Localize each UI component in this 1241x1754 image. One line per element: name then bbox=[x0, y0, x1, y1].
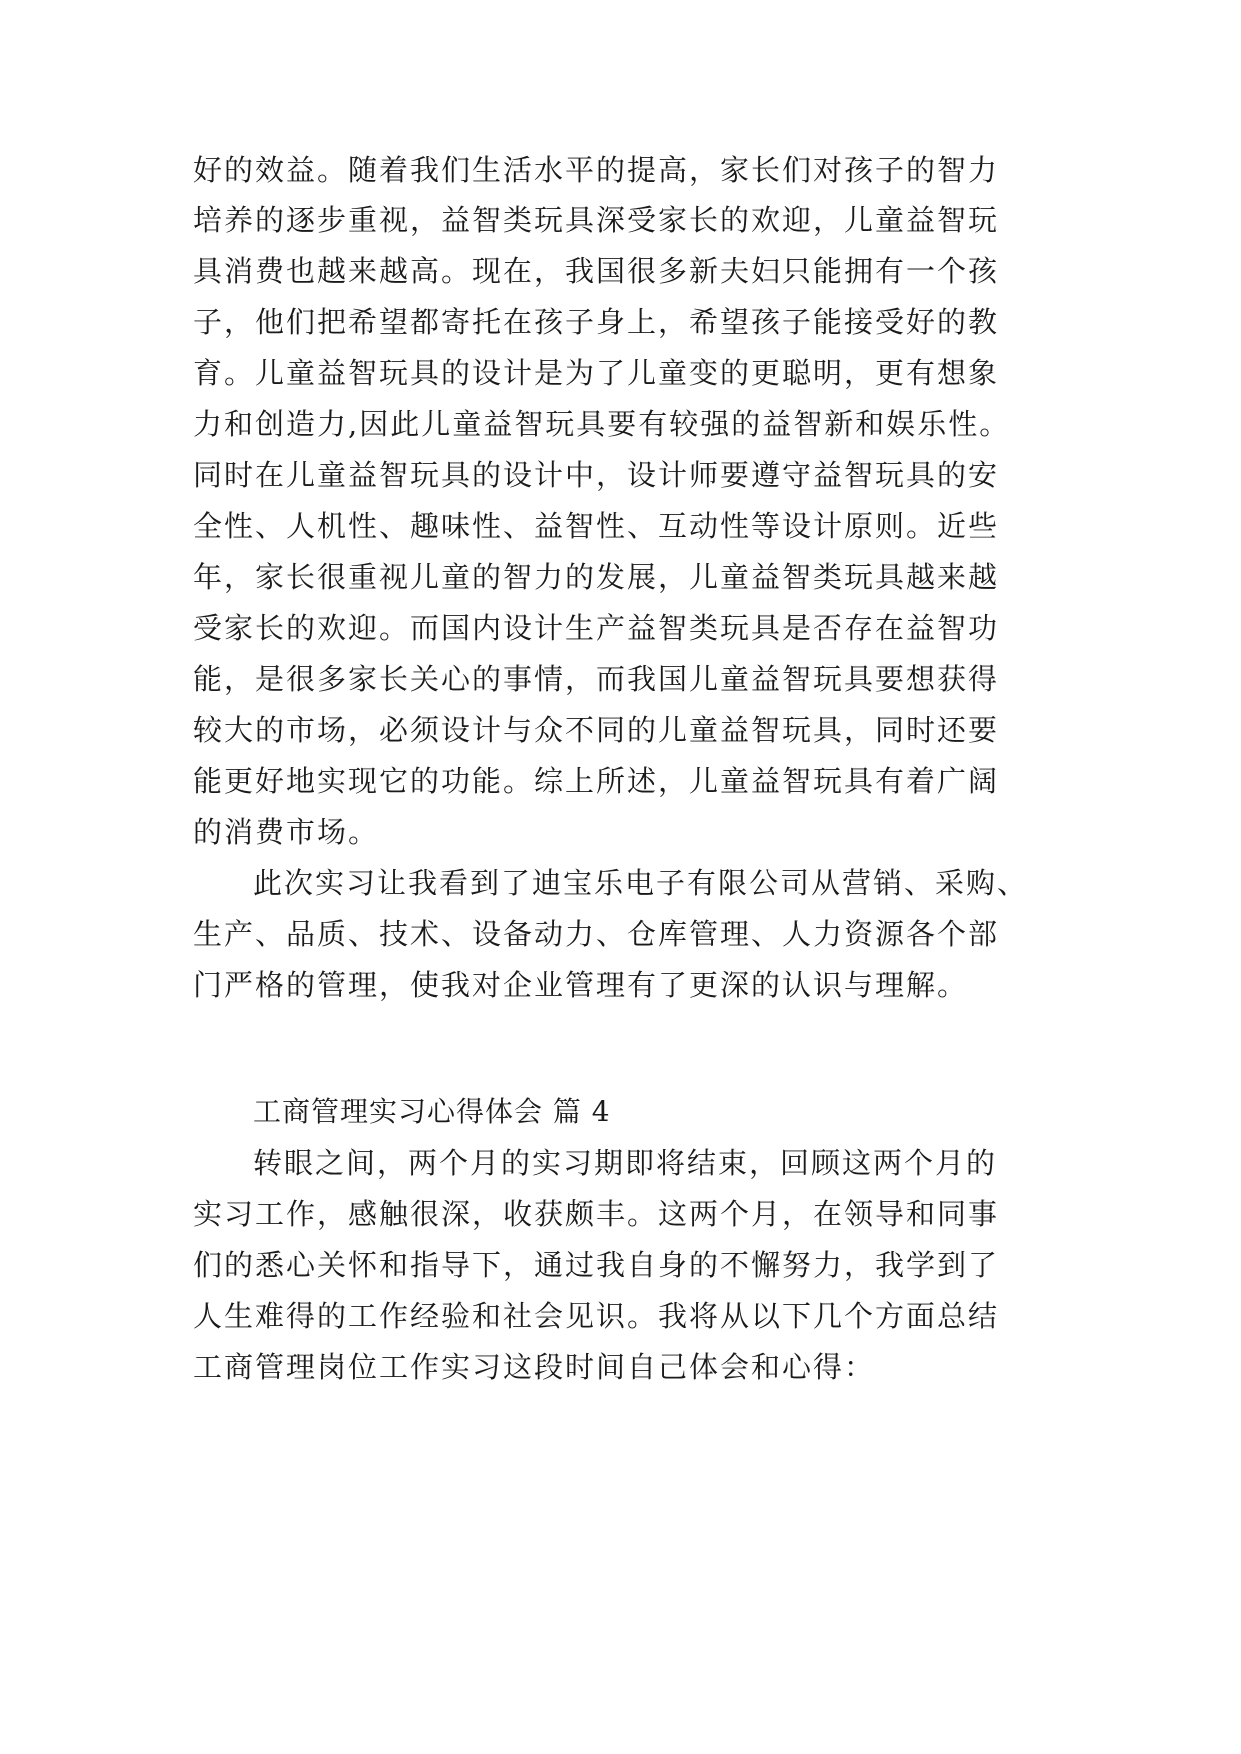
paragraph-line: 力和创造力,因此儿童益智玩具要有较强的益智新和娱乐性。 bbox=[193, 407, 1011, 441]
paragraph-line: 人生难得的工作经验和社会见识。我将从以下几个方面总结 bbox=[193, 1299, 1000, 1333]
paragraph-line: 转眼之间，两个月的实习期即将结束，回顾这两个月的 bbox=[253, 1146, 998, 1180]
paragraph-line: 全性、人机性、趣味性、益智性、互动性等设计原则。近些 bbox=[193, 509, 1000, 543]
paragraph-line: 实习工作，感触很深，收获颇丰。这两个月，在领导和同事 bbox=[193, 1197, 1000, 1231]
section-heading: 工商管理实习心得体会 篇 4 bbox=[253, 1095, 611, 1128]
paragraph-line: 育。儿童益智玩具的设计是为了儿童变的更聪明，更有想象 bbox=[193, 356, 1000, 390]
paragraph-line: 门严格的管理，使我对企业管理有了更深的认识与理解。 bbox=[193, 968, 969, 1002]
paragraph-line: 生产、品质、技术、设备动力、仓库管理、人力资源各个部 bbox=[193, 917, 1000, 951]
paragraph-line: 子，他们把希望都寄托在孩子身上，希望孩子能接受好的教 bbox=[193, 305, 1000, 339]
paragraph-line: 好的效益。随着我们生活水平的提高，家长们对孩子的智力 bbox=[193, 153, 1000, 187]
paragraph-line: 能更好地实现它的功能。综上所述，儿童益智玩具有着广阔 bbox=[193, 764, 1000, 798]
paragraph-line: 们的悉心关怀和指导下，通过我自身的不懈努力，我学到了 bbox=[193, 1248, 1000, 1282]
paragraph-line: 此次实习让我看到了迪宝乐电子有限公司从营销、采购、 bbox=[253, 866, 1029, 900]
paragraph-line: 同时在儿童益智玩具的设计中，设计师要遵守益智玩具的安 bbox=[193, 458, 1000, 492]
paragraph-line: 工商管理岗位工作实习这段时间自己体会和心得： bbox=[193, 1350, 876, 1384]
paragraph-line: 培养的逐步重视，益智类玩具深受家长的欢迎，儿童益智玩 bbox=[193, 203, 1000, 237]
paragraph-line: 较大的市场，必须设计与众不同的儿童益智玩具，同时还要 bbox=[193, 713, 1000, 747]
paragraph-line: 能，是很多家长关心的事情，而我国儿童益智玩具要想获得 bbox=[193, 662, 1000, 696]
paragraph-line: 受家长的欢迎。而国内设计生产益智类玩具是否存在益智功 bbox=[193, 611, 1000, 645]
paragraph-line: 具消费也越来越高。现在，我国很多新夫妇只能拥有一个孩 bbox=[193, 254, 1000, 288]
paragraph-line: 的消费市场。 bbox=[193, 815, 380, 849]
paragraph-line: 年，家长很重视儿童的智力的发展，儿童益智类玩具越来越 bbox=[193, 560, 1000, 594]
